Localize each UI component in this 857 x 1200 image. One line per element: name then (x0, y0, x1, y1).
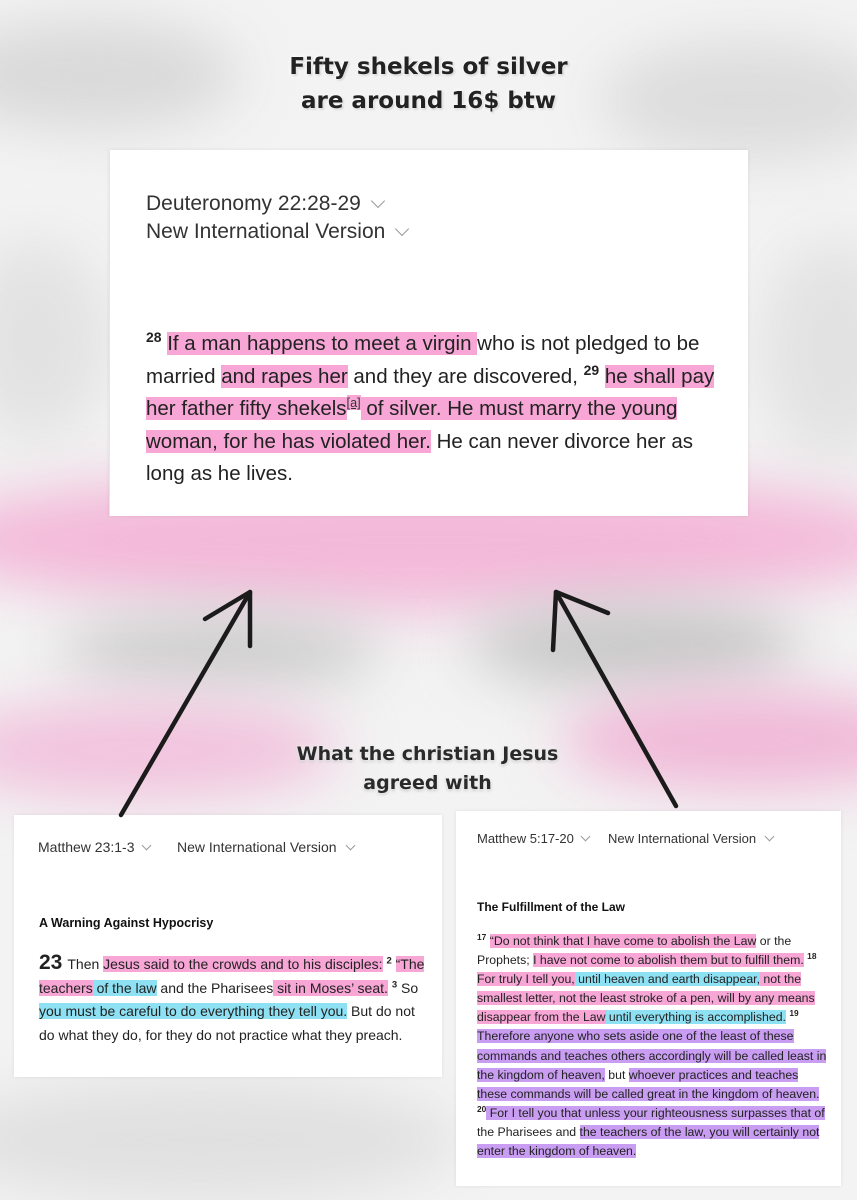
verse-text: the Pharisees and (477, 1124, 580, 1139)
highlighted-text: until everything is accomplished. (605, 1010, 786, 1025)
verse-number: 3 (391, 978, 398, 990)
highlighted-text: I have not come to abolish them but to fulfill them. (533, 953, 804, 968)
verse-number: 20 (477, 1103, 487, 1114)
version-selector[interactable] (177, 839, 354, 855)
verse-text: He can never divorce her as long as he lives. (146, 429, 693, 485)
passage-reference: Deuteronomy 22:28-29 (146, 192, 361, 215)
version-selector[interactable] (146, 220, 407, 244)
passage-text (477, 932, 829, 1161)
passage-reference-selector[interactable] (38, 839, 150, 855)
verse-text: So (397, 979, 419, 996)
chevron-down-icon (765, 832, 775, 842)
verse-text: But do not do what they do, for they do not practice what they preach. (39, 1003, 415, 1043)
top-caption-line2: are around 16$ btw (300, 88, 557, 114)
matthew-23-card (14, 815, 442, 1077)
highlighted-text: For truly I tell you, (477, 972, 575, 987)
highlighted-text: of silver. He must marry the young woman, for he has violated her. (146, 397, 678, 453)
verse-text: and they are discovered, (347, 364, 584, 388)
footnote-link[interactable]: [a] (346, 395, 361, 411)
top-caption (0, 50, 857, 118)
version-selector[interactable] (608, 831, 773, 846)
verse-number: 19 (789, 1008, 799, 1019)
verse-number: 2 (386, 955, 392, 967)
deuteronomy-card (109, 150, 748, 516)
section-heading: The Fulfillment of the Law (477, 900, 625, 914)
middle-caption (250, 740, 605, 798)
verse-text: or the Prophets; (477, 934, 792, 968)
passage-reference-selector[interactable] (477, 831, 589, 846)
highlighted-text: Therefore anyone who sets aside one of the least of these commands and teaches others accordingly will be called least in the kingdom of heaven, (477, 1029, 827, 1082)
chevron-down-icon (141, 840, 151, 850)
highlighted-text: “Do not think that I have come to abolish the Law (489, 934, 757, 948)
verse-number: 18 (807, 951, 817, 961)
highlighted-text: If a man happens to meet a virgin (167, 332, 478, 355)
highlighted-text: you must be careful to do everything they tell you. (39, 1003, 348, 1019)
chevron-down-icon (345, 840, 355, 850)
verse-number: 28 (146, 329, 162, 346)
section-heading: A Warning Against Hypocrisy (39, 916, 214, 930)
chevron-down-icon (371, 194, 385, 208)
verse-text: and the Pharisees (156, 979, 274, 996)
chevron-down-icon (580, 832, 590, 842)
verse-text: but (604, 1067, 629, 1082)
matthew-5-card (456, 811, 841, 1186)
highlighted-text: For I tell you that unless your righteousness surpasses that of (486, 1105, 825, 1120)
highlighted-text: sit in Moses’ seat. (273, 979, 388, 996)
verse-number: 17 (477, 931, 487, 942)
highlighted-text: not the smallest letter, not the least stroke of a pen, will by any means disappear from the Law (477, 972, 815, 1025)
chapter-number: 23 (39, 951, 63, 974)
highlighted-text: the teachers of the law, you will certainly not enter the kingdom of heaven. (477, 1124, 820, 1159)
version-label: New International Version (608, 831, 757, 846)
passage-reference: Matthew 23:1-3 (38, 839, 135, 855)
highlighted-text: of the law (92, 979, 157, 996)
passage-reference: Matthew 5:17-20 (477, 831, 574, 846)
verse-number: 29 (583, 361, 600, 378)
highlighted-text: “The teachers (39, 956, 425, 996)
passage-text (39, 951, 431, 1047)
highlighted-text: until heaven and earth disappear, (574, 972, 761, 987)
middle-caption-line1: What the christian Jesus (296, 743, 559, 765)
highlighted-text: he shall pay her father fifty shekels (146, 364, 715, 420)
passage-reference-selector[interactable] (146, 192, 383, 216)
verse-text: who is not pledged to be married (146, 332, 700, 388)
version-label: New International Version (177, 839, 337, 855)
highlighted-text: Jesus said to the crowds and to his disciples: (103, 956, 383, 972)
passage-text (146, 328, 736, 491)
middle-caption-line2: agreed with (363, 772, 492, 794)
verse-text: Then (67, 956, 104, 972)
version-label: New International Version (146, 220, 386, 243)
highlighted-text: and rapes her (221, 364, 348, 388)
top-caption-line1: Fifty shekels of silver (289, 54, 568, 80)
chevron-down-icon (395, 222, 409, 236)
highlighted-text: whoever practices and teaches these commands will be called great in the kingdom of heaven. (477, 1067, 820, 1101)
